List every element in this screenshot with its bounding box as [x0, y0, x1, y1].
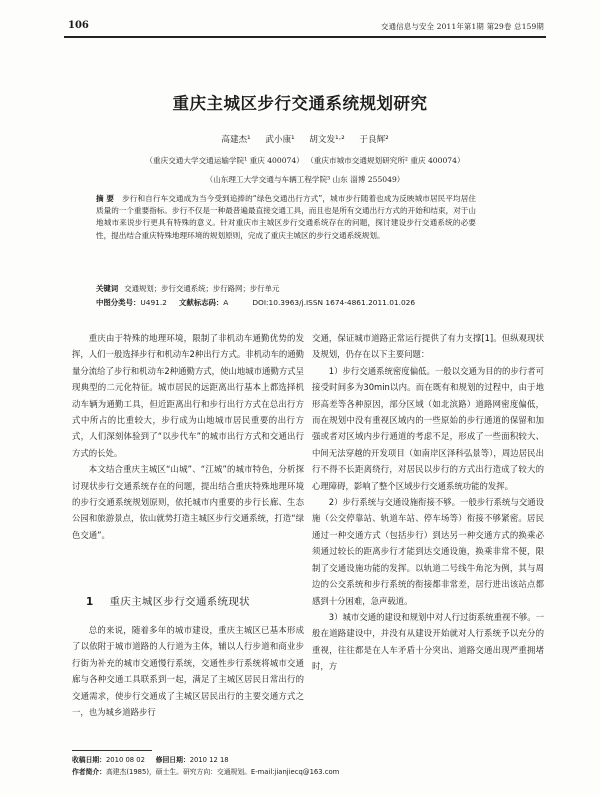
abstract-label: 摘 要 [96, 194, 115, 203]
abstract-text: 步行和自行车交通成为当今受到追捧的“绿色交通出行方式”，城市步行随着也成为反映城市居民平均居住质量的一个重要指标。步行不仅是一种最普遍最直接交通工具，而且也是所有交通出行方式的开始和结束，对于山地城市来说步行更具有特殊的意义。针对重庆市主城区步行交通系统存在的问题，探讨建设步行交通系统的必要性，提出结合重庆特殊地理环境的规划原则，完成了重庆主城区的步行交通系统规划。 [96, 194, 476, 240]
doi: DOI:10.3963/j.ISSN 1674-4861.2011.01.026 [252, 298, 416, 307]
body-paragraph: 1）步行交通系统密度偏低。一般以交通为目的的步行者可接受时间多为30min以内。而在既有和规划的过程中，由于地形高差等各种原因，部分区域（如北滨路）道路网密度偏低，而在规划中没有重视区域内的一些原始的步行通道的保留和加强或者对区域内步行通道的考虑不足，形成了一些面积较大、中间无法穿越的开发项目（如南岸区泽科弘景等），周边居民出行不得不长距离绕行，对居民以步行的方式出行造成了较大的心理障碍，影响了整个区域步行交通系统功能的发挥。 [312, 365, 544, 491]
affiliation-line-1: （重庆交通大学交通运输学院¹ 重庆 400074） （重庆市城市交通规划研究所² 重庆 400074） [145, 156, 465, 165]
footnote-rule [72, 750, 152, 751]
author: 武小康¹ [265, 135, 295, 145]
body-paragraph: 重庆由于特殊的地理环境，限制了非机动车通勤优势的发挥，人们一般选择步行和机动车2种出行方式。非机动车的通勤量分流给了步行和机动车2种通勤方式，使山地城市通勤方式呈现典型的二元化特征。城市居民的远距离出行基本上都选择机动车辆为通勤工具，但近距离出行和步行出行方式在总出行方式中所占的比重较大，步行成为山地城市居民重要的出行方式，人们深刻体验到了“以步代车”的城市出行方式和交通出行方式的长处。 [72, 333, 304, 458]
author-note: 高建杰(1985)，硕士生。研究方向：交通规划。E-mail:jianjiecq@163.com [105, 768, 340, 776]
footnote-dates [72, 754, 229, 764]
paper-title: 重庆主城区步行交通系统规划研究 [172, 94, 428, 113]
section-title: 重庆主城区步行交通系统现状 [109, 596, 250, 608]
author: 于良辉² [359, 135, 389, 145]
affiliation-line-2: （山东理工大学交通与车辆工程学院³ 山东 淄博 255049） [205, 175, 405, 184]
clc-code: U491.2 [140, 298, 167, 307]
received-label: 收稿日期： [72, 756, 106, 764]
revised-date: 2010 12 18 [189, 756, 229, 764]
section-heading [86, 593, 250, 608]
left-column-top [72, 330, 304, 543]
body-paragraph: 本文结合重庆主城区“山城”、“江城”的城市特色，分析探讨现状步行交通系统存在的问题，提出结合重庆特殊地理环境的步行交通系统规划原则，依托城市内重要的步行长廊、生态公园和旅游景点，依山就势打造主城区步行交通系统，打造“绿色交通”。 [72, 464, 304, 540]
classification-line [96, 297, 415, 308]
left-column-bottom [72, 622, 304, 720]
header-rule [64, 36, 546, 38]
revised-label: 修回日期： [155, 756, 190, 764]
body-paragraph: 交通，保证城市道路正常运行提供了有力支撑[1]。但纵观现状及规划，仍存在以下主要问题： [312, 333, 544, 360]
body-paragraph: 总的来说，随着多年的城市建设，重庆主城区已基本形成了以依附于城市道路的人行道为主体，辅以人行步道和商业步行街为补充的城市交通慢行系统，交通性步行系统将城市交通廊与各种交通工具联系到一起，满足了主城区居民日常出行的交通需求，使步行交通成了主城区居民出行的主要交通方式之一，也为城乡道路步行 [72, 625, 304, 718]
keywords-label: 关键词 [96, 284, 119, 293]
author-note-label: 作者简介： [72, 768, 106, 776]
doc-code-label: 文献标志码： [178, 298, 224, 307]
author-list [60, 133, 550, 145]
section-number: 1 [86, 596, 94, 608]
page-number: 106 [68, 20, 89, 31]
abstract [96, 193, 476, 242]
received-date: 2010 08 02 [105, 756, 145, 764]
clc-label: 中图分类号： [96, 298, 141, 307]
body-paragraph: 3）城市交通的建设和规划中对人行过街系统重视不够。一般在道路建设中，并没有从建设开始就对人行系统予以充分的重视，往往都是在人车矛盾十分突出、道路交通出现严重拥堵时，方 [312, 611, 544, 672]
author: 高建杰¹ [221, 135, 251, 145]
keywords-text: 交通规划；步行交通系统；步行路网；步行单元 [124, 284, 280, 293]
keywords [96, 283, 279, 294]
body-paragraph: 2）步行系统与交通设施衔接不够。一般步行系统与交通设施（公交停靠站、轨道车站、停车场等）衔接不够紧密。居民通过一种交通方式（包括步行）到达另一种交通方式的换乘必须通过较长的距离步行才能到达交通设施，换乘非常不便，限制了交通设施功能的发挥。以轨道二号线牛角沱为例，其与周边的公交系统和步行系统的衔接都非常差，居行进出该站点都感到十分困难，急声载道。 [312, 497, 544, 606]
author: 胡文发¹·² [309, 135, 345, 145]
right-column [312, 330, 544, 675]
doc-code: A [223, 298, 229, 307]
footnote-author [72, 766, 339, 776]
running-head: 交通信息与安全 2011年第1期 第29卷 总159期 [381, 22, 544, 31]
